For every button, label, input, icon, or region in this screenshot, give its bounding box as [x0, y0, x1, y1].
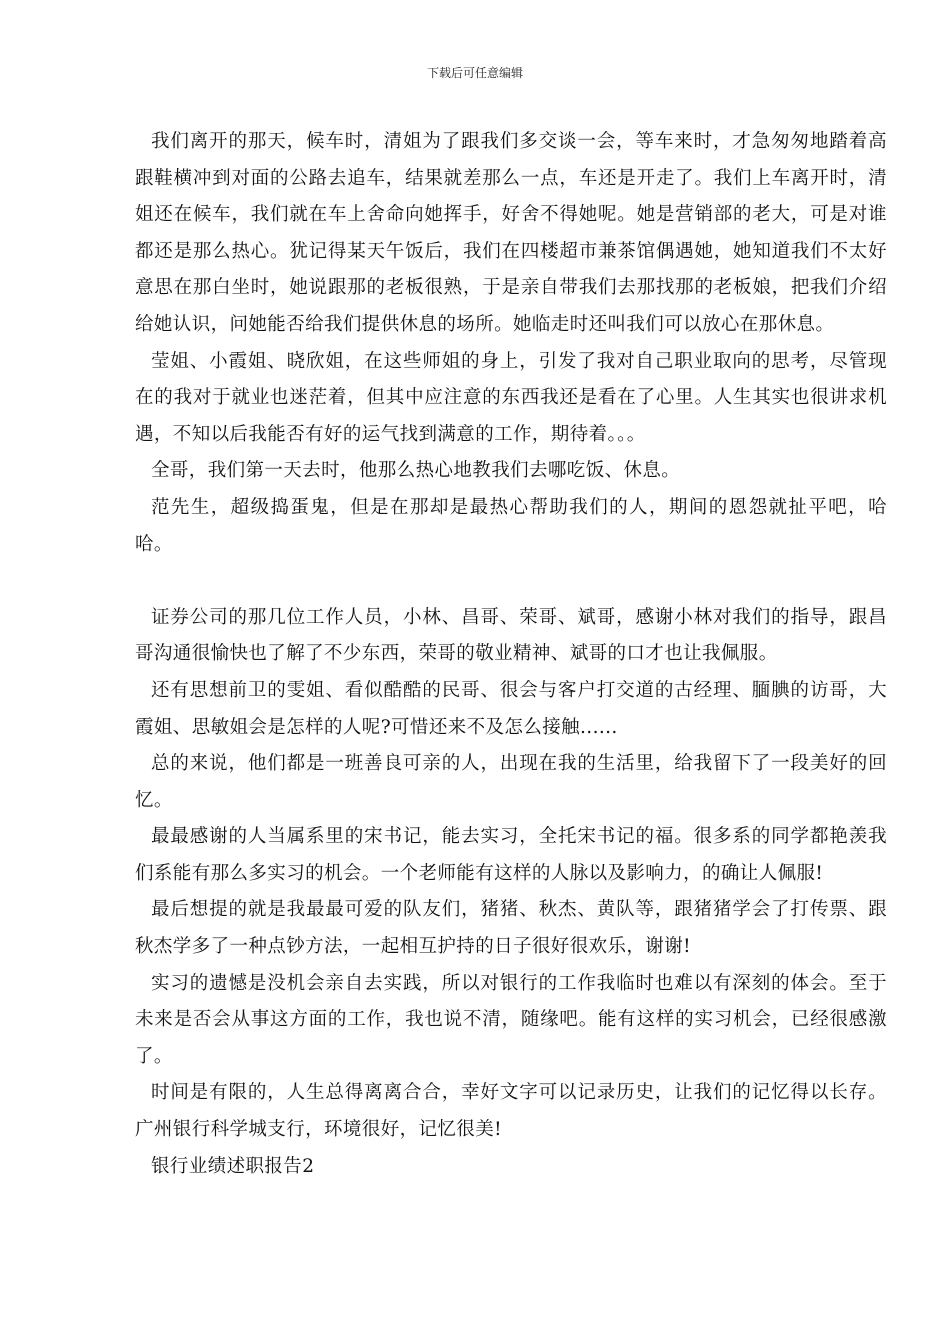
paragraph-regrets: 实习的遗憾是没机会亲自去实践，所以对银行的工作我临时也难以有深刻的体会。至于未来是否会从事这方面的工作，我也说不清，随缘吧。能有这样的实习机会，已经很感激了。 — [135, 972, 887, 1067]
paragraph-secretary-song: 最最感谢的人当属系里的宋书记，能去实习，全托宋书记的福。很多系的同学都艳羡我们系能有那么多实习的机会。一个老师能有这样的人脉以及影响力，的确让人佩服! — [135, 826, 887, 884]
paragraph-farewell: 我们离开的那天，候车时，清姐为了跟我们多交谈一会，等车来时，才急匆匆地踏着高跟鞋横冲到对面的公路去追车，结果就差那么一点，车还是开走了。我们上车离开时，清姐还在候车，我们就在车上舍命向她挥手，好舍不得她呢。她是营销部的老大，可是对谁都还是那么热心。犹记得某天午饭后，我们在四楼超市兼茶馆偶遇她，她知道我们不太好意思在那白坐时，她说跟那的老板很熟，于是亲自带我们去那找那的老板娘，把我们介绍给她认识，问她能否给我们提供休息的场所。她临走时还叫我们可以放心在那休息。 — [135, 131, 887, 335]
section-title-report-2: 银行业绩述职报告2 — [151, 1155, 315, 1177]
paragraph-teammates: 最后想提的就是我最最可爱的队友们，猪猪、秋杰、黄队等，跟猪猪学会了打传票、跟秋杰学多了一种点钞方法，一起相互护持的日子很好很欢乐，谢谢! — [135, 899, 887, 958]
paragraph-mr-fan: 范先生，超级捣蛋鬼，但是在那却是最热心帮助我们的人，期间的恩怨就扯平吧，哈哈。 — [135, 496, 887, 555]
page-header-note: 下载后可任意编辑 — [426, 66, 523, 80]
paragraph-quan-ge: 全哥，我们第一天去时，他那么热心地教我们去哪吃饭、休息。 — [151, 460, 681, 482]
paragraph-senior-sisters: 莹姐、小霞姐、晓欣姐，在这些师姐的身上，引发了我对自己职业取向的思考，尽管现在的我对于就业也迷茫着，但其中应注意的东西我还是看在了心里。人生其实也很讲求机遇，不知以后我能否有好的运气找到满意的工作，期待着。。。 — [135, 350, 887, 445]
paragraph-other-colleagues: 还有思想前卫的雯姐、看似酷酷的民哥、很会与客户打交道的古经理、腼腆的访哥，大霞姐、思敏姐会是怎样的人呢?可惜还来不及怎么接触...... — [135, 679, 887, 738]
paragraph-spacer — [135, 563, 887, 600]
document-body — [135, 124, 887, 1185]
paragraph-summary: 总的来说，他们都是一班善良可亲的人，出现在我的生活里，给我留下了一段美好的回忆。 — [135, 753, 887, 811]
paragraph-closing: 时间是有限的，人生总得离离合合，幸好文字可以记录历史，让我们的记忆得以长存。广州银行科学城支行，环境很好，记忆很美! — [135, 1082, 887, 1141]
paragraph-securities-staff: 证券公司的那几位工作人员，小林、昌哥、荣哥、斌哥，感谢小林对我们的指导，跟昌哥沟通很愉快也了解了不少东西，荣哥的敬业精神、斌哥的口才也让我佩服。 — [135, 606, 887, 665]
